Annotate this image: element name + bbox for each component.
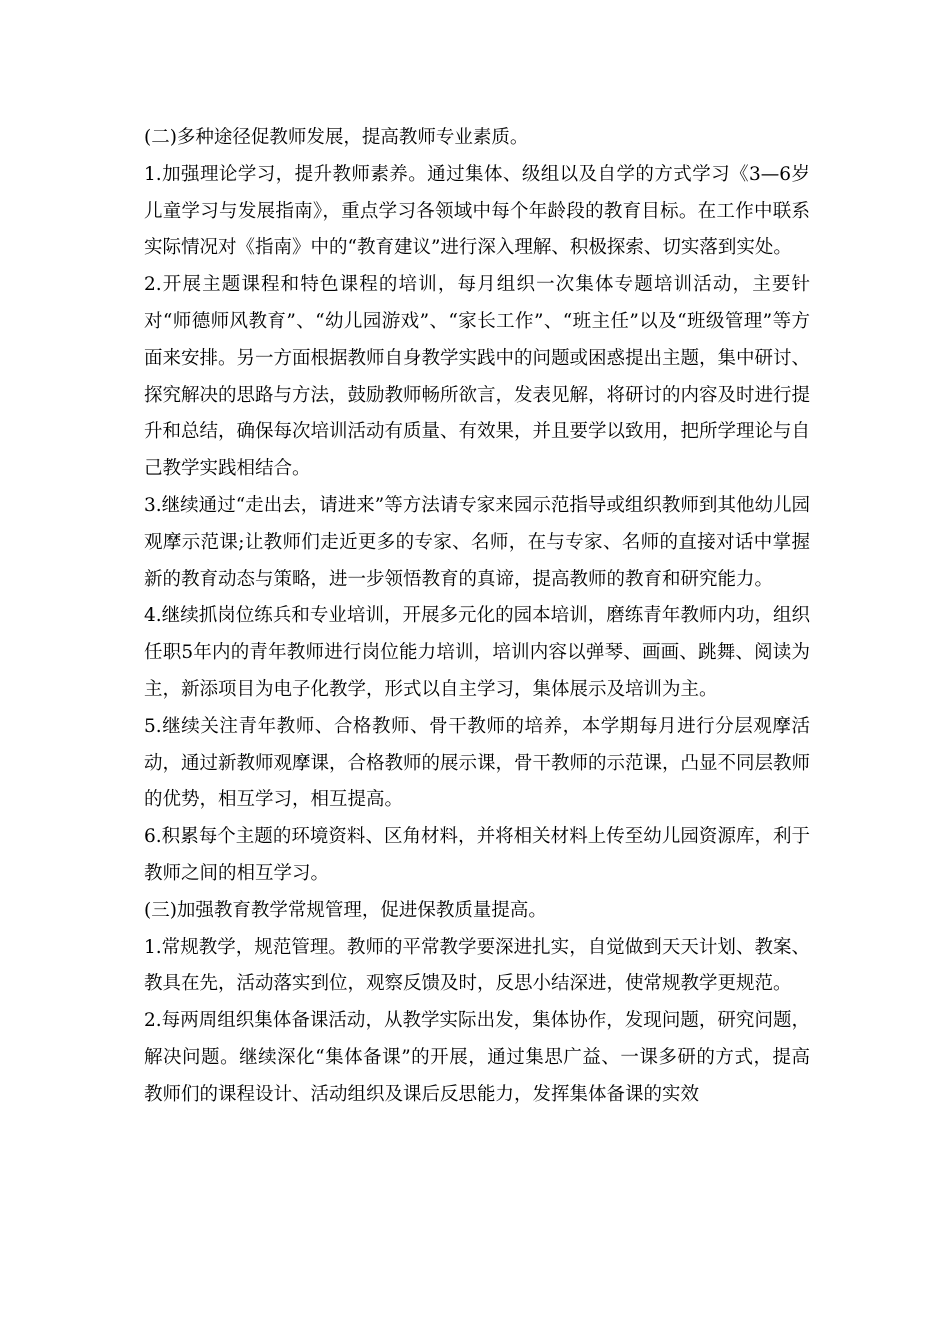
paragraph-2-5: 5.继续关注青年教师、合格教师、骨干教师的培养，本学期每月进行分层观摩活动，通过新教师观摩课，合格教师的展示课，骨干教师的示范课，凸显不同层教师的优势，相互学习，相互提高。 — [144, 715, 811, 811]
document-body — [144, 120, 810, 1114]
paragraph-3-1: 1.常规教学，规范管理。教师的平常教学要深进扎实，自觉做到天天计划、教案、教具在先，活动落实到位，观察反馈及时，反思小结深进，使常规教学更规范。 — [144, 936, 810, 995]
paragraph-2-2: 2.开展主题课程和特色课程的培训，每月组织一次集体专题培训活动，主要针对“师德师风教育”、“幼儿园游戏”、“家长工作”、“班主任”以及“班级管理”等方面来安排。另一方面根据教师自身教学实践中的问题或困惑提出主题，集中研讨、探究解决的思路与方法，鼓励教师畅所欲言，发表见解，将研讨的内容及时进行提升和总结，确保每次培训活动有质量、有效果，并且要学以致用，把所学理论与自己教学实践相结合。 — [144, 274, 811, 480]
paragraph-2-1: 1.加强理论学习，提升教师素养。通过集体、级组以及自学的方式学习《3—6岁儿童学习与发展指南》，重点学习各领域中每个年龄段的教育目标。在工作中联系实际情况对《指南》中的“教育建议”进行深入理解、积极探索、切实落到实处。 — [144, 163, 810, 259]
section-heading-3: (三)加强教育教学常规管理，促进保教质量提高。 — [144, 899, 547, 921]
section-heading-2: (二)多种途径促教师发展，提高教师专业素质。 — [144, 127, 529, 148]
paragraph-2-4: 4.继续抓岗位练兵和专业培训，开展多元化的园本培训，磨练青年教师内功，组织任职5年内的青年教师进行岗位能力培训，培训内容以弹琴、画画、跳舞、阅读为主，新添项目为电子化教学，形式以自主学习，集体展示及培训为主。 — [144, 605, 810, 700]
paragraph-2-6: 6.积累每个主题的环境资料、区角材料，并将相关材料上传至幼儿园资源库，利于教师之间的相互学习。 — [144, 826, 810, 884]
paragraph-2-3: 3.继续通过“走出去，请进来”等方法请专家来园示范指导或组织教师到其他幼儿园观摩示范课;让教师们走近更多的专家、名师，在与专家、名师的直接对话中掌握新的教育动态与策略，进一步领悟教育的真谛，提高教师的教育和研究能力。 — [144, 494, 810, 590]
paragraph-3-2: 2.每两周组织集体备课活动，从教学实际出发，集体协作，发现问题，研究问题，解决问题。继续深化“集体备课”的开展，通过集思广益、一课多研的方式，提高教师们的课程设计、活动组织及课后反思能力，发挥集体备课的实效 — [144, 1010, 810, 1105]
